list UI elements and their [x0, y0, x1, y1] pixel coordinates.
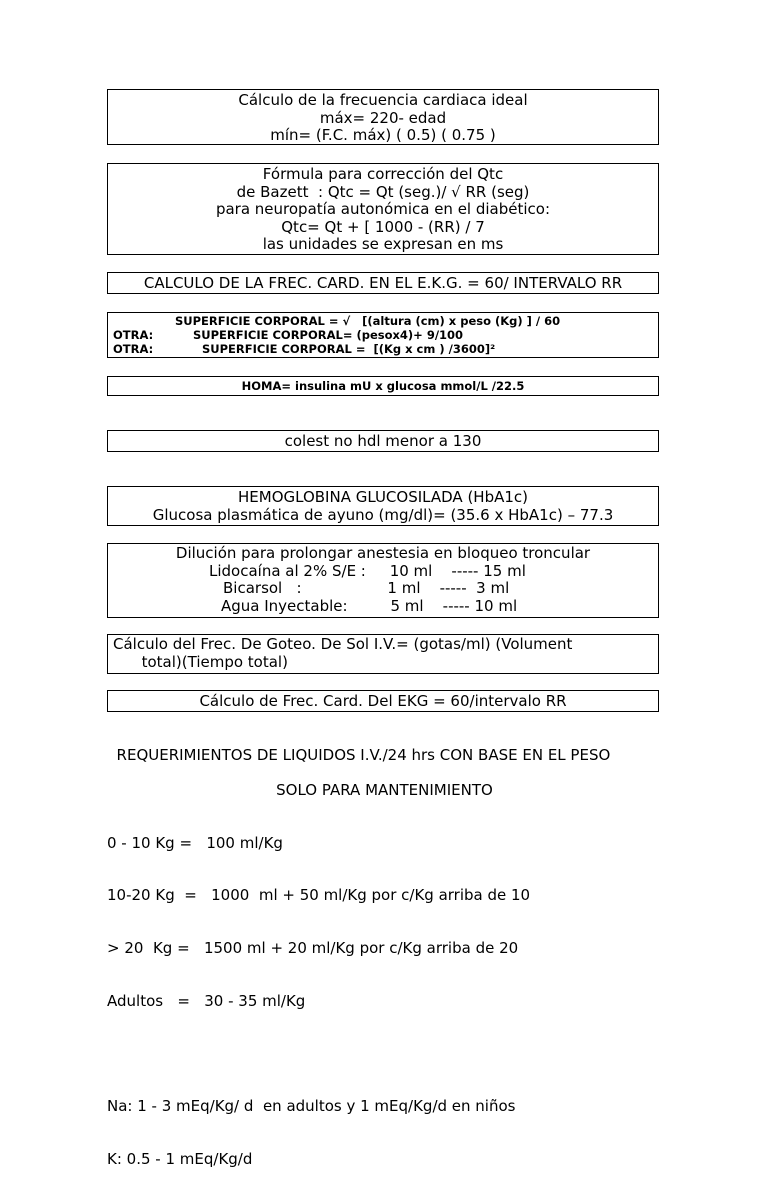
row-3-label: OTRA:	[113, 342, 154, 356]
row-1-formula: SUPERFICIE CORPORAL = √ [(altura (cm) x peso (Kg) ] / 60	[175, 314, 561, 328]
ekg-interval-text: Cálculo de Frec. Card. Del EKG = 60/intervalo RR	[199, 692, 567, 710]
requirement-line: 0 - 10 Kg = 100 ml/Kg	[107, 833, 283, 852]
cholesterol-text: colest no hdl menor a 130	[284, 432, 482, 450]
requirements-title-2: SOLO PARA MANTENIMIENTO	[276, 780, 493, 799]
qtc-line-3: para neuropatía autonómica en el diabético:	[215, 200, 551, 218]
requirement-line: 10-20 Kg = 1000 ml + 50 ml/Kg por c/Kg arriba de 10	[107, 886, 531, 905]
heart-rate-min: mín= (F.C. máx) ( 0.5) ( 0.75 )	[270, 126, 496, 144]
hba1c-box	[107, 486, 659, 526]
potassium-requirement: K: 0.5 - 1 mEq/Kg/d	[107, 1150, 253, 1169]
row-1-label	[113, 314, 175, 328]
dilution-row-bicarsol: Bicarsol : 1 ml ----- 3 ml	[223, 579, 510, 597]
requirement-line: Adultos = 30 - 35 ml/Kg	[107, 991, 306, 1010]
body-surface-row-1	[113, 314, 658, 328]
hba1c-title: HEMOGLOBINA GLUCOSILADA (HbA1c)	[238, 488, 528, 506]
qtc-line-4: Qtc= Qt + [ 1000 - (RR) / 7	[281, 217, 485, 236]
homa-text: HOMA= insulina mU x glucosa mmol/L /22.5	[241, 379, 525, 393]
row-2-formula: SUPERFICIE CORPORAL= (pesox4)+ 9/100	[193, 328, 464, 342]
qtc-line-5: las unidades se expresan en ms	[262, 235, 504, 253]
dilution-title: Dilución para prolongar anestesia en bloqueo troncular	[175, 544, 591, 562]
hba1c-formula: Glucosa plasmática de ayuno (mg/dl)= (35.6 x HbA1c) – 77.3	[152, 505, 614, 524]
fluid-requirements	[107, 729, 667, 1186]
body-surface-box	[107, 312, 659, 358]
row-3-formula: SUPERFICIE CORPORAL = [(Kg x cm ) /3600]²	[202, 342, 496, 356]
heart-rate-max: máx= 220- edad	[319, 108, 447, 127]
qtc-line-1: Fórmula para corrección del Qtc	[262, 165, 504, 183]
ekg-rate-box	[107, 272, 659, 294]
body-surface-row-2	[113, 328, 658, 342]
body-surface-row-3	[113, 342, 658, 356]
dilution-box	[107, 543, 659, 618]
requirements-title-1: REQUERIMIENTOS DE LIQUIDOS I.V./24 hrs CON BASE EN EL PESO	[116, 745, 611, 764]
homa-box	[107, 376, 659, 396]
qtc-formula-box	[107, 163, 659, 255]
cholesterol-box	[107, 430, 659, 452]
drip-rate-line-2: total)(Tiempo total)	[113, 652, 288, 671]
sodium-requirement: Na: 1 - 3 mEq/Kg/ d en adultos y 1 mEq/Kg/d en niños	[107, 1097, 516, 1116]
dilution-row-water: Agua Inyectable: 5 ml ----- 10 ml	[221, 596, 518, 615]
ekg-rate-text: CALCULO DE LA FREC. CARD. EN EL E.K.G. = 60/ INTERVALO RR	[143, 274, 623, 292]
drip-rate-box	[107, 634, 659, 674]
qtc-line-2: de Bazett : Qtc = Qt (seg.)/ √ RR (seg)	[236, 182, 530, 201]
heart-rate-title: Cálculo de la frecuencia cardiaca ideal	[238, 91, 528, 109]
row-2-label: OTRA:	[113, 328, 154, 342]
spacer	[107, 1046, 667, 1064]
heart-rate-box	[107, 89, 659, 145]
drip-rate-line-1: Cálculo del Frec. De Goteo. De Sol I.V.= (gotas/ml) (Volument	[113, 635, 573, 653]
dilution-row-lidocaine: Lidocaína al 2% S/E : 10 ml ----- 15 ml	[209, 561, 526, 580]
ekg-interval-box	[107, 690, 659, 712]
requirement-line: > 20 Kg = 1500 ml + 20 ml/Kg por c/Kg arriba de 20	[107, 939, 519, 958]
